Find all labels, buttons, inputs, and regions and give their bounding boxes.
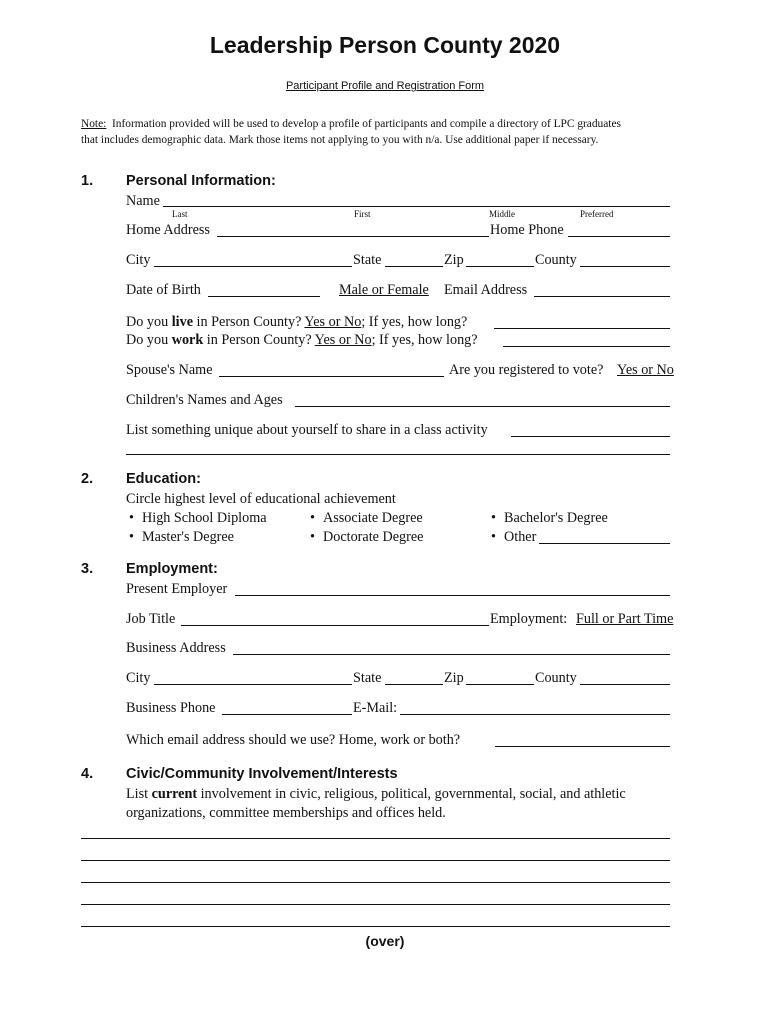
- civic-field-line-4[interactable]: [81, 904, 670, 905]
- name-sub-preferred: Preferred: [580, 209, 614, 219]
- civic-instruction-line-1: [126, 786, 626, 803]
- which-email-field[interactable]: [495, 746, 670, 747]
- business-county-label: County: [535, 670, 577, 686]
- over-footer: (over): [365, 933, 405, 949]
- note-line-2: that includes demographic data. Mark those items not applying to you with n/a. Use additional paper if necessary.: [81, 134, 599, 146]
- unique-field-line-2[interactable]: [126, 454, 670, 455]
- employer-label: Present Employer: [126, 581, 228, 597]
- section-1-number: 1.: [81, 173, 94, 189]
- name-sub-last: Last: [172, 209, 188, 219]
- business-email-label: E-Mail:: [353, 700, 398, 716]
- which-email-label: Which email address should we use? Home, work or both?: [126, 732, 461, 748]
- civic-text-c: involvement in civic, religious, political, governmental, social, and athletic: [197, 786, 626, 802]
- live-text-a: Do you: [126, 314, 172, 330]
- spouse-label: Spouse's Name: [126, 362, 213, 378]
- employment-option[interactable]: Full or Part Time: [576, 611, 674, 627]
- county-label: County: [535, 252, 577, 268]
- work-question: [126, 332, 478, 349]
- spouse-field[interactable]: [219, 376, 444, 377]
- note-paragraph: [81, 116, 691, 148]
- business-city-label: City: [126, 670, 151, 686]
- civic-field-line-2[interactable]: [81, 860, 670, 861]
- option-master[interactable]: Master's Degree: [142, 529, 234, 545]
- gender-option[interactable]: Male or Female: [339, 282, 429, 298]
- children-label: Children's Names and Ages: [126, 392, 283, 408]
- business-state-label: State: [353, 670, 382, 686]
- work-text-a: Do you: [126, 332, 172, 348]
- employer-field[interactable]: [235, 595, 670, 596]
- home-phone-field[interactable]: [568, 236, 670, 237]
- section-2-heading: Education:: [126, 471, 201, 487]
- civic-text-bold: current: [151, 786, 198, 802]
- state-field[interactable]: [385, 266, 443, 267]
- state-label: State: [353, 252, 382, 268]
- name-sub-middle: Middle: [489, 209, 515, 219]
- business-email-field[interactable]: [400, 714, 670, 715]
- live-text-c: in Person County?: [193, 314, 305, 330]
- dob-field[interactable]: [208, 296, 320, 297]
- bullet-icon: •: [310, 529, 315, 545]
- business-phone-field[interactable]: [222, 714, 352, 715]
- live-text-d: ; If yes, how long?: [361, 314, 468, 330]
- work-text-d: ; If yes, how long?: [371, 332, 478, 348]
- home-address-field[interactable]: [217, 236, 489, 237]
- section-3-number: 3.: [81, 561, 94, 577]
- vote-yes-no[interactable]: Yes or No: [617, 362, 674, 378]
- civic-instruction-line-2: organizations, committee memberships and offices held.: [126, 805, 446, 821]
- city-label: City: [126, 252, 151, 268]
- section-4-heading: Civic/Community Involvement/Interests: [126, 766, 398, 782]
- business-address-field[interactable]: [233, 654, 670, 655]
- note-label: Note:: [81, 118, 107, 130]
- work-text-bold: work: [171, 332, 204, 348]
- work-yes-no[interactable]: Yes or No: [314, 332, 372, 348]
- note-line-1: Information provided will be used to develop a profile of participants and compile a directory of LPC graduates: [112, 118, 621, 130]
- business-state-field[interactable]: [385, 684, 443, 685]
- section-4-number: 4.: [81, 766, 94, 782]
- name-field[interactable]: [163, 206, 670, 207]
- business-address-label: Business Address: [126, 640, 226, 656]
- business-city-field[interactable]: [154, 684, 352, 685]
- civic-field-line-5[interactable]: [81, 926, 670, 927]
- business-county-field[interactable]: [580, 684, 670, 685]
- home-phone-label: Home Phone: [490, 222, 564, 238]
- business-zip-field[interactable]: [466, 684, 534, 685]
- civic-field-line-1[interactable]: [81, 838, 670, 839]
- name-sub-first: First: [354, 209, 371, 219]
- children-field[interactable]: [295, 406, 670, 407]
- business-phone-label: Business Phone: [126, 700, 216, 716]
- bullet-icon: •: [491, 510, 496, 526]
- unique-label: List something unique about yourself to share in a class activity: [126, 422, 488, 438]
- bullet-icon: •: [129, 529, 134, 545]
- bullet-icon: •: [129, 510, 134, 526]
- email-address-label: Email Address: [444, 282, 528, 298]
- section-2-number: 2.: [81, 471, 94, 487]
- job-title-label: Job Title: [126, 611, 176, 627]
- civic-field-line-3[interactable]: [81, 882, 670, 883]
- option-other[interactable]: Other: [504, 529, 537, 545]
- civic-text-a: List: [126, 786, 152, 802]
- section-3-heading: Employment:: [126, 561, 218, 577]
- option-bachelor[interactable]: Bachelor's Degree: [504, 510, 608, 526]
- work-text-c: in Person County?: [203, 332, 315, 348]
- section-1-heading: Personal Information:: [126, 173, 276, 189]
- dob-label: Date of Birth: [126, 282, 201, 298]
- option-high-school[interactable]: High School Diploma: [142, 510, 267, 526]
- vote-question: Are you registered to vote?: [449, 362, 604, 378]
- email-address-field[interactable]: [534, 296, 670, 297]
- bullet-icon: •: [310, 510, 315, 526]
- option-doctorate[interactable]: Doctorate Degree: [323, 529, 424, 545]
- other-field[interactable]: [539, 543, 670, 544]
- home-address-label: Home Address: [126, 222, 210, 238]
- form-title: Leadership Person County 2020: [209, 32, 561, 58]
- live-question: [126, 314, 467, 331]
- option-associate[interactable]: Associate Degree: [323, 510, 423, 526]
- live-text-bold: live: [171, 314, 193, 330]
- job-title-field[interactable]: [181, 625, 489, 626]
- bullet-icon: •: [491, 529, 496, 545]
- work-how-long-field[interactable]: [503, 346, 670, 347]
- business-zip-label: Zip: [444, 670, 464, 686]
- live-yes-no[interactable]: Yes or No: [304, 314, 362, 330]
- form-subtitle: Participant Profile and Registration Form: [285, 80, 485, 92]
- zip-field[interactable]: [466, 266, 534, 267]
- employment-label: Employment:: [490, 611, 568, 627]
- unique-field[interactable]: [511, 436, 670, 437]
- live-how-long-field[interactable]: [494, 328, 670, 329]
- county-field[interactable]: [580, 266, 670, 267]
- education-instruction: Circle highest level of educational achievement: [126, 491, 396, 507]
- name-label: Name: [126, 193, 160, 209]
- zip-label: Zip: [444, 252, 464, 268]
- city-field[interactable]: [154, 266, 352, 267]
